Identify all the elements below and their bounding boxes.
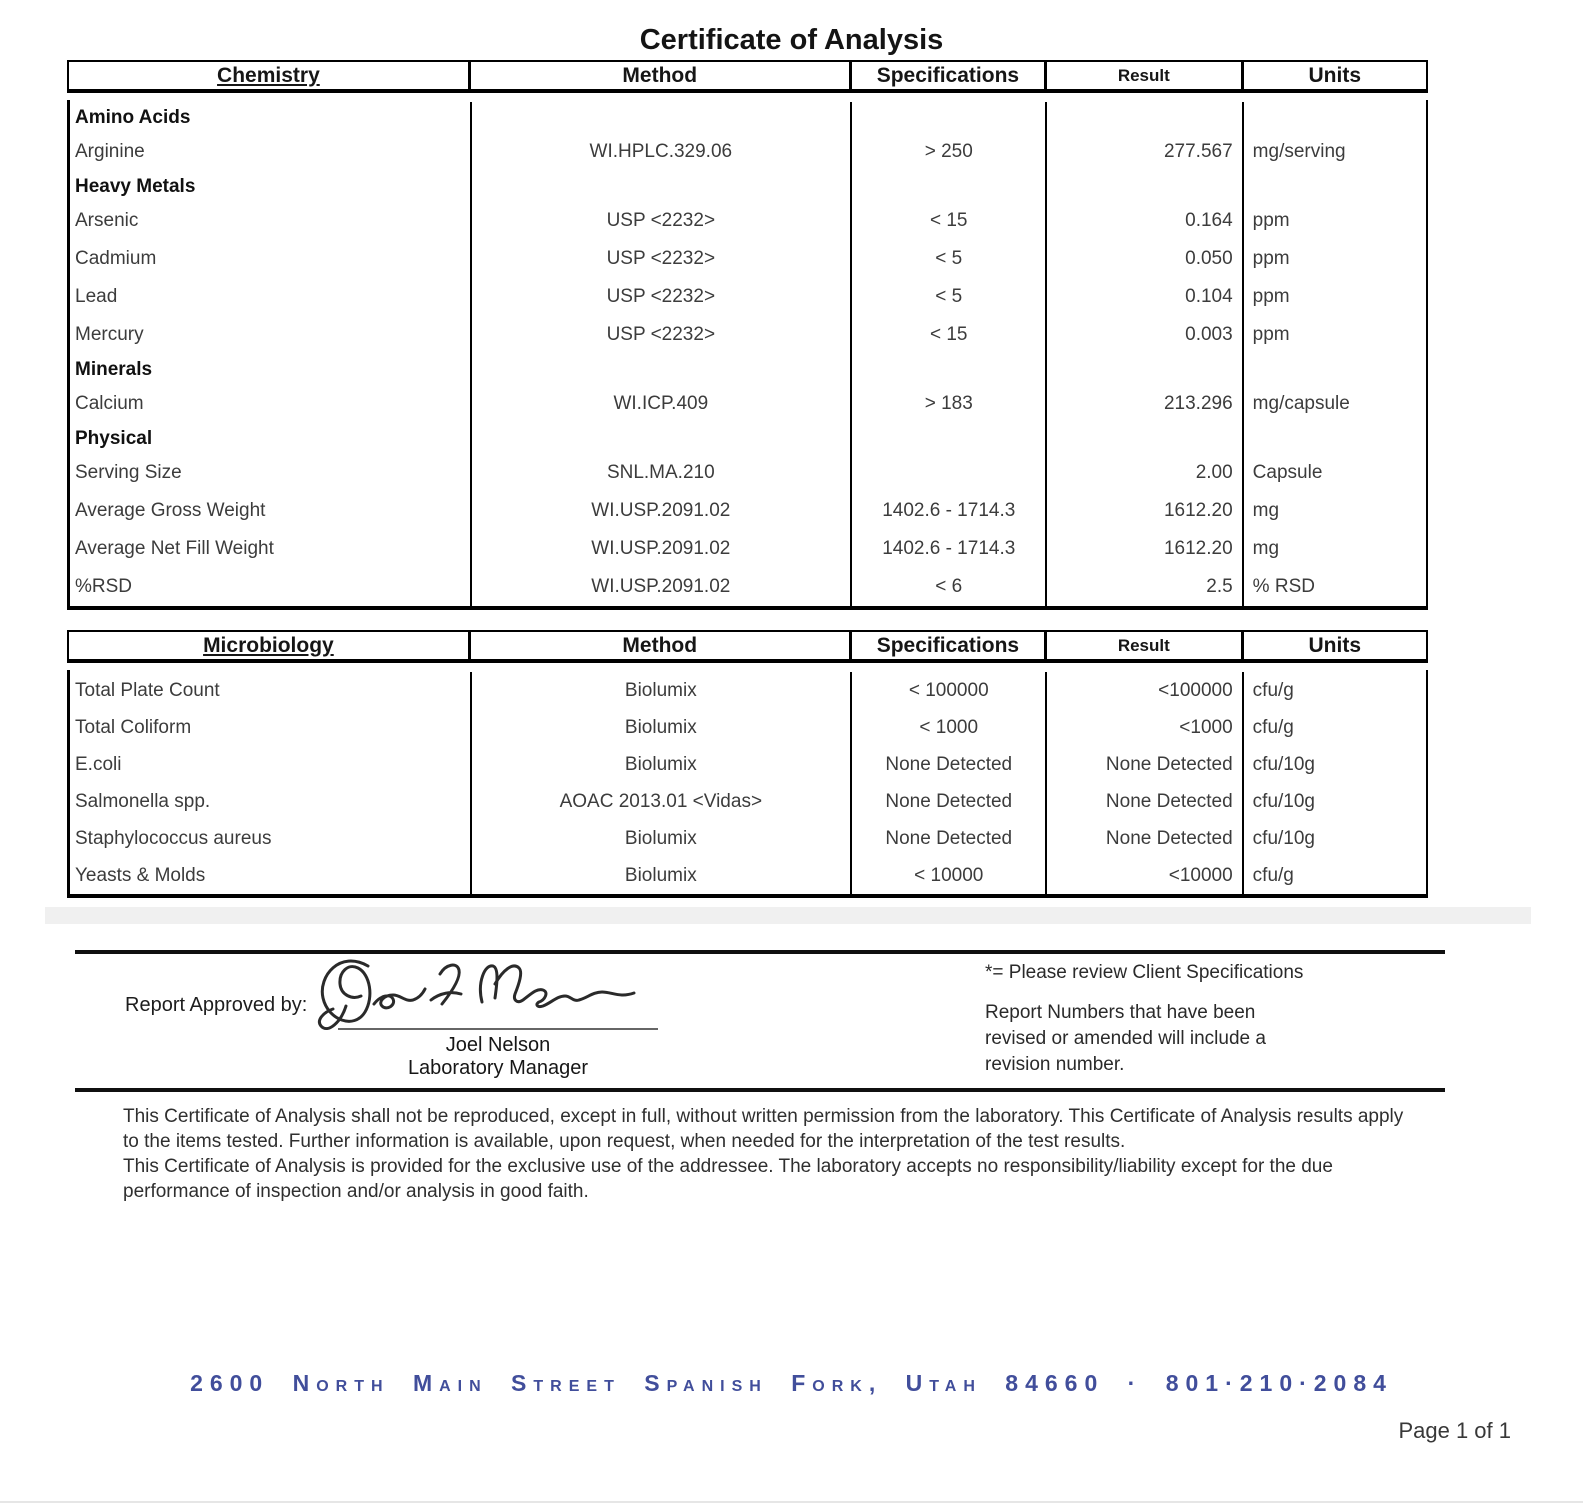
specification-cell: < 5	[852, 278, 1047, 316]
signer-name: Joel Nelson	[445, 1034, 551, 1056]
result-cell: 213.296	[1047, 385, 1243, 423]
method-cell: USP <2232>	[472, 240, 853, 278]
table-row	[70, 278, 1426, 316]
section-row	[70, 423, 1426, 454]
units-cell: cfu/10g	[1252, 753, 1315, 775]
highlight-strip	[45, 907, 1531, 924]
specification-cell: None Detected	[852, 783, 1047, 820]
column-header-microbiology: Microbiology	[69, 632, 471, 659]
row-name-cell: Cadmium	[70, 240, 472, 278]
signature-line	[338, 1028, 658, 1030]
method-cell: WI.USP.2091.02	[472, 530, 853, 568]
disclaimer-paragraph-2: This Certificate of Analysis is provided for the exclusive use of the addressee. The laboratory accepts no responsibility/liability except for the due performance of inspection and/or analysis in good faith.	[123, 1156, 1333, 1202]
specification-cell: > 250	[852, 133, 1047, 171]
column-header-specifications: Specifications	[852, 62, 1047, 89]
table-row	[70, 783, 1426, 820]
signature-image	[312, 954, 662, 1034]
section-row	[70, 171, 1426, 202]
section-row	[70, 354, 1426, 385]
method-cell	[472, 102, 853, 133]
column-header-result: Result	[1047, 632, 1243, 659]
method-cell: SNL.MA.210	[472, 454, 853, 492]
column-header-chemistry: Chemistry	[69, 62, 471, 89]
table-row	[70, 316, 1426, 354]
page-number: Page 1 of 1	[1398, 1418, 1511, 1443]
units-cell: cfu/g	[1252, 864, 1294, 886]
row-name-cell: E.coli	[70, 746, 472, 783]
units-cell: ppm	[1252, 210, 1290, 231]
specification-cell: < 5	[852, 240, 1047, 278]
column-header-method: Method	[471, 632, 852, 659]
units-cell: cfu/10g	[1252, 790, 1315, 812]
specification-cell: < 15	[852, 202, 1047, 240]
specification-cell: < 6	[852, 568, 1047, 606]
method-cell: Biolumix	[472, 820, 853, 857]
table-row	[70, 820, 1426, 857]
result-cell	[1047, 354, 1243, 385]
table-row	[70, 240, 1426, 278]
signature-section	[0, 954, 1583, 1088]
microbiology-table	[67, 630, 1428, 898]
specification-cell: 1402.6 - 1714.3	[852, 492, 1047, 530]
signer-title: Laboratory Manager	[407, 1057, 589, 1079]
method-cell: USP <2232>	[472, 278, 853, 316]
specification-cell: < 1000	[852, 709, 1047, 746]
result-cell	[1047, 102, 1243, 133]
result-cell: 0.003	[1047, 316, 1243, 354]
units-cell: ppm	[1252, 324, 1290, 345]
page-title: Certificate of Analysis	[639, 24, 944, 56]
method-cell	[472, 354, 853, 385]
specification-cell: None Detected	[852, 746, 1047, 783]
method-cell: AOAC 2013.01 <Vidas>	[472, 783, 853, 820]
chemistry-table-body	[67, 100, 1428, 610]
units-cell	[1244, 171, 1426, 202]
row-name-cell: Average Net Fill Weight	[70, 530, 472, 568]
result-cell: None Detected	[1047, 783, 1243, 820]
revision-note: Report Numbers that have been revised or amended will include a revision number.	[985, 1002, 1266, 1075]
row-name-cell: Arsenic	[70, 202, 472, 240]
row-name-cell: Calcium	[70, 385, 472, 423]
units-cell: cfu/g	[1252, 679, 1294, 701]
row-name-cell: Serving Size	[70, 454, 472, 492]
result-cell	[1047, 423, 1243, 454]
method-cell: Biolumix	[472, 672, 853, 709]
units-cell: cfu/g	[1252, 716, 1294, 738]
result-cell: None Detected	[1047, 746, 1243, 783]
client-spec-note: *= Please review Client Specifications	[985, 962, 1304, 983]
method-cell: Biolumix	[472, 746, 853, 783]
row-name-cell: Physical	[70, 423, 472, 454]
table-row	[70, 746, 1426, 783]
units-cell: mg/serving	[1252, 141, 1346, 162]
units-cell: cfu/10g	[1252, 827, 1315, 849]
table-row	[70, 530, 1426, 568]
specification-cell	[852, 454, 1047, 492]
method-cell	[472, 423, 853, 454]
method-cell: WI.USP.2091.02	[472, 568, 853, 606]
report-approved-label: Report Approved by:	[125, 994, 308, 1016]
units-cell: % RSD	[1252, 576, 1315, 597]
table-row	[70, 709, 1426, 746]
row-name-cell: Average Gross Weight	[70, 492, 472, 530]
table-row	[70, 492, 1426, 530]
result-cell: 2.00	[1047, 454, 1243, 492]
row-name-cell: Salmonella spp.	[70, 783, 472, 820]
specification-cell: None Detected	[852, 820, 1047, 857]
method-cell: Biolumix	[472, 709, 853, 746]
row-name-cell: Heavy Metals	[70, 171, 472, 202]
column-header-units: Units	[1308, 633, 1362, 657]
disclaimer-paragraph-1: This Certificate of Analysis shall not be reproduced, except in full, without written permission from the laboratory. This Certificate of Analysis results apply to the items tested. Further information is available, upon request, when needed for the interpretation of the test results.	[123, 1106, 1404, 1152]
specification-cell	[852, 102, 1047, 133]
result-cell: <1000	[1047, 709, 1243, 746]
result-cell: 277.567	[1047, 133, 1243, 171]
specification-cell	[852, 354, 1047, 385]
method-cell: USP <2232>	[472, 202, 853, 240]
microbiology-table-header	[67, 630, 1428, 663]
row-name-cell: Lead	[70, 278, 472, 316]
table-row	[70, 672, 1426, 709]
row-name-cell: Minerals	[70, 354, 472, 385]
units-cell: ppm	[1252, 286, 1290, 307]
row-name-cell: Yeasts & Molds	[70, 857, 472, 894]
method-cell: WI.USP.2091.02	[472, 492, 853, 530]
units-cell	[1244, 102, 1426, 133]
specification-cell: < 15	[852, 316, 1047, 354]
column-header-units: Units	[1308, 63, 1362, 87]
result-cell: <10000	[1047, 857, 1243, 894]
row-name-cell: %RSD	[70, 568, 472, 606]
table-row	[70, 454, 1426, 492]
row-name-cell: Mercury	[70, 316, 472, 354]
units-cell: mg/capsule	[1252, 393, 1350, 414]
specification-cell	[852, 171, 1047, 202]
method-cell: WI.ICP.409	[472, 385, 853, 423]
table-row	[70, 385, 1426, 423]
result-cell: 2.5	[1047, 568, 1243, 606]
result-cell: None Detected	[1047, 820, 1243, 857]
row-name-cell: Total Coliform	[70, 709, 472, 746]
units-cell: ppm	[1252, 248, 1290, 269]
result-cell: 1612.20	[1047, 530, 1243, 568]
result-cell: 0.164	[1047, 202, 1243, 240]
microbiology-table-body	[67, 670, 1428, 898]
result-cell: <100000	[1047, 672, 1243, 709]
section-row	[70, 102, 1426, 133]
column-header-specifications: Specifications	[852, 632, 1047, 659]
method-cell: USP <2232>	[472, 316, 853, 354]
units-cell: mg	[1252, 500, 1280, 521]
specification-cell: > 183	[852, 385, 1047, 423]
units-cell	[1244, 354, 1426, 385]
method-cell	[472, 171, 853, 202]
table-row	[70, 133, 1426, 171]
result-cell: 0.050	[1047, 240, 1243, 278]
units-cell: Capsule	[1252, 462, 1323, 483]
row-name-cell: Amino Acids	[70, 102, 472, 133]
column-header-result: Result	[1047, 62, 1243, 89]
units-cell	[1244, 423, 1426, 454]
specification-cell: 1402.6 - 1714.3	[852, 530, 1047, 568]
specification-cell: < 10000	[852, 857, 1047, 894]
result-cell: 0.104	[1047, 278, 1243, 316]
disclaimer-text	[123, 1104, 1415, 1204]
method-cell: Biolumix	[472, 857, 853, 894]
table-row	[70, 202, 1426, 240]
result-cell: 1612.20	[1047, 492, 1243, 530]
chemistry-table	[67, 60, 1428, 610]
units-cell: mg	[1252, 538, 1280, 559]
signature-bottom-rule	[75, 1088, 1445, 1092]
specification-cell	[852, 423, 1047, 454]
row-name-cell: Arginine	[70, 133, 472, 171]
specification-cell: < 100000	[852, 672, 1047, 709]
chemistry-table-header	[67, 60, 1428, 93]
column-header-method: Method	[471, 62, 852, 89]
result-cell	[1047, 171, 1243, 202]
method-cell: WI.HPLC.329.06	[472, 133, 853, 171]
table-row	[70, 857, 1426, 894]
row-name-cell: Total Plate Count	[70, 672, 472, 709]
lab-address: 2600 North Main Street Spanish Fork, Utah 84660 · 801·210·2084	[190, 1370, 1393, 1396]
table-row	[70, 568, 1426, 606]
row-name-cell: Staphylococcus aureus	[70, 820, 472, 857]
